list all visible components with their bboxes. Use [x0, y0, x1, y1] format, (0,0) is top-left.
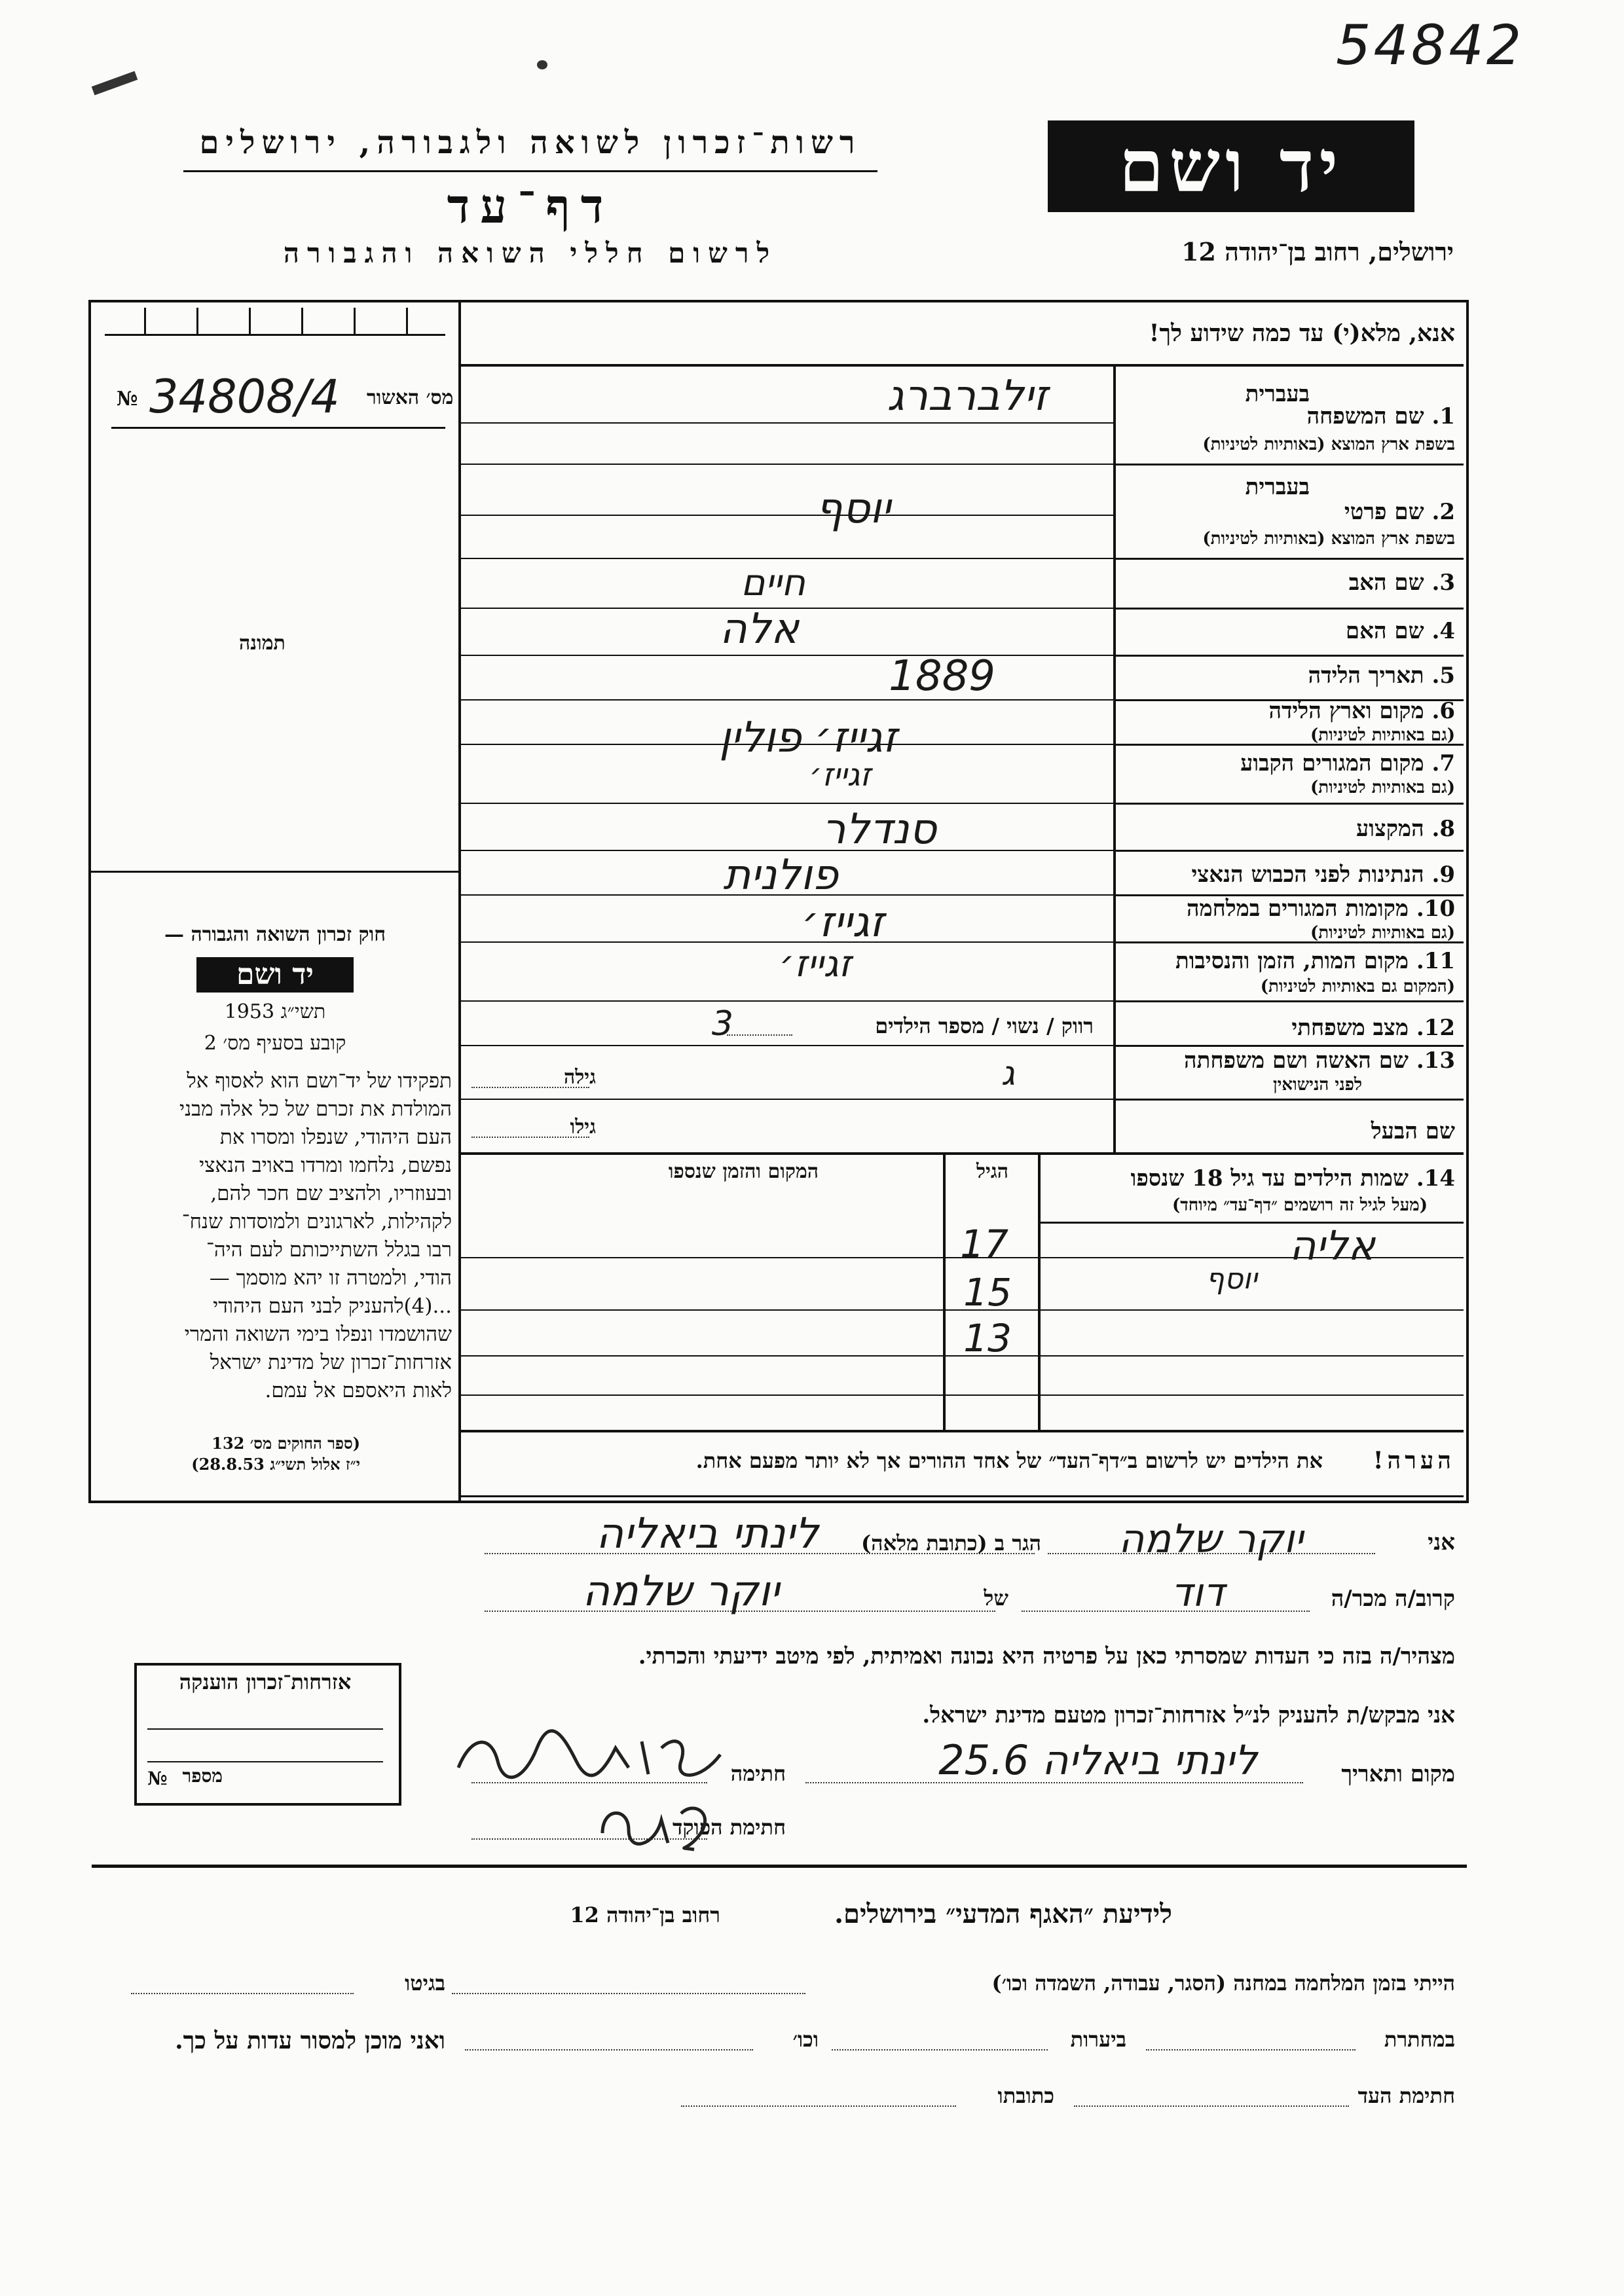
left-column-divider — [458, 302, 461, 1501]
scientific-line1-b: בגיטו — [405, 1971, 445, 1995]
citizenship-title: אזרחות־זכרון הוענקה — [179, 1669, 352, 1694]
witness-signature — [452, 1722, 727, 1794]
row-divider — [1116, 803, 1464, 805]
law-text-line: רבו בגלל השתייכותם לעם היה־ — [206, 1238, 452, 1262]
law-text — [98, 1067, 452, 1405]
value-line — [461, 515, 1113, 516]
children-row-line — [461, 1394, 1464, 1396]
label-column-divider — [1113, 367, 1116, 1152]
decl-relative-line — [1022, 1611, 1310, 1612]
citizenship-line-1 — [147, 1728, 383, 1730]
field-4-label: 4. שם האם — [1345, 618, 1455, 644]
child-age: 13 — [963, 1316, 1012, 1360]
decl-relative-label: קרוב/ה מכר/ה — [1331, 1586, 1455, 1612]
scientific-line3-a: חתימת העד — [1357, 2083, 1455, 2108]
scientific-address: רחוב בן־יהודה 12 — [570, 1903, 720, 1927]
form-subtitle: לרשום חללי השואה והגבורה — [283, 237, 778, 269]
field-5-value: 1889 — [889, 652, 995, 701]
field-3-value: חיים — [741, 562, 805, 604]
children-col-divider-a — [1038, 1155, 1041, 1430]
decl-of-value: יוקר שלמה — [582, 1567, 779, 1616]
authority-name: רשות־זכרון לשואה ולגבורה, ירושלים — [199, 124, 862, 161]
value-line — [461, 655, 1113, 656]
value-line — [461, 558, 1113, 559]
scan-mark — [92, 71, 138, 95]
value-line — [461, 422, 1113, 424]
field-10-label: 10. מקומות המגורים במלחמה — [1186, 896, 1455, 922]
registration-ticks — [105, 308, 445, 373]
husband-label: שם הבעל — [1371, 1118, 1455, 1144]
citizenship-number-label: מספר — [182, 1765, 223, 1787]
row-divider — [1116, 1045, 1464, 1047]
children-row-line — [461, 1355, 1464, 1357]
yad-vashem-logo: יד ושם — [1048, 120, 1414, 212]
children-bottom-line — [461, 1430, 1464, 1432]
field-13-age-label: גילה — [563, 1066, 596, 1089]
declaration-top-line — [461, 1495, 1464, 1497]
citizenship-number-symbol: № — [147, 1768, 168, 1789]
law-text-line: הודי, ולמטרה זו יהא מוסמך — — [209, 1266, 452, 1290]
value-line — [461, 1045, 1113, 1046]
registration-symbol: № — [117, 388, 138, 410]
field-2-label: 2. שם פרטי — [1344, 499, 1455, 525]
field-11-label: 11. מקום המות, הזמן והנסיבות — [1175, 948, 1455, 974]
field-6-label: 6. מקום וארץ הלידה — [1268, 698, 1455, 724]
row-divider — [1116, 655, 1464, 657]
field-1-label: 1. שם המשפחה — [1306, 403, 1455, 429]
child-age: 15 — [963, 1270, 1012, 1315]
field-1-value: זילברברג — [887, 372, 1048, 420]
officer-signature — [589, 1794, 720, 1853]
children-row-line — [461, 1309, 1464, 1311]
field-6-note: (גם באותיות לטיניות) — [1310, 725, 1455, 745]
husband-age-dots — [471, 1137, 589, 1138]
decl-officer-label: חתימת הפוקד — [673, 1815, 786, 1840]
scientific-line1-a: הייתי בזמן המלחמה במחנה (הסגר, עבודה, השמדה וכו׳) — [991, 1971, 1455, 1995]
value-line — [461, 1152, 1464, 1155]
decl-i-value: יוקר שלמה — [1118, 1516, 1303, 1562]
children-col-place: המקום והזמן שנספו — [668, 1160, 819, 1183]
scientific-line2-d: ואני מוכן למסור עדות על כך. — [175, 2027, 445, 2054]
instruction: אנא, מלא(י) עד כמה שידוע לך! — [1149, 319, 1455, 347]
scientific-line3-dots-a — [1074, 2105, 1349, 2107]
row-divider — [1116, 850, 1464, 852]
law-text-line: שהושמדו ונפלו בימי השואה והמרי — [184, 1322, 452, 1346]
value-line — [461, 464, 1113, 465]
field-13-age-dots — [471, 1087, 589, 1088]
scientific-line2-dots-c — [465, 2049, 753, 2050]
form-title: דף־עד — [447, 178, 614, 234]
value-line — [461, 699, 1113, 701]
child-name: אליה — [1289, 1222, 1375, 1269]
field-10-value: זגייז׳ — [802, 898, 884, 947]
law-clause: קובע בסעיף מס׳ 2 — [204, 1032, 346, 1055]
decl-place-date-label: מקום ותאריך — [1341, 1761, 1455, 1787]
law-year: תשי״ג 1953 — [224, 1000, 326, 1023]
field-12-children-count: 3 — [711, 1004, 733, 1044]
photo-label: תמונה — [239, 632, 286, 655]
field-7-note: (גם באותיות לטיניות) — [1310, 778, 1455, 797]
scientific-line2-c: וכו׳ — [792, 2027, 819, 2052]
field-1-foreign: בשפת ארץ המוצא (באותיות לטיניות) — [1202, 435, 1455, 454]
law-text-line: ...(4)להעניק לבני העם היהודי — [213, 1294, 452, 1318]
archive-number: 54842 — [1336, 13, 1524, 77]
field-12-count-dots — [727, 1034, 792, 1036]
row-divider — [1116, 558, 1464, 560]
scientific-line1-dots — [452, 1993, 805, 1994]
law-text-line: תפקידו של יד־ושם הוא לאסוף אל — [187, 1069, 452, 1093]
field-12-label: 12. מצב משפחתי — [1291, 1015, 1455, 1041]
decl-resides-label: הגר ב (כתובת מלאה) — [861, 1531, 1041, 1556]
row-divider — [1116, 608, 1464, 610]
scientific-line1-dots-b — [131, 1993, 354, 1994]
law-ref-2: י״ז אלול תשי״ג 28.8.53) — [191, 1455, 360, 1474]
law-text-line: לאות היאספם אל עמם. — [265, 1379, 452, 1402]
decl-place-date-value: לינתי ביאליה 25.6 — [938, 1736, 1257, 1784]
law-title: חוק זכרון השואה והגבורה — — [164, 923, 386, 946]
law-ref-1: (ספר החוקים מס׳ 132 — [212, 1434, 360, 1453]
scientific-line2-dots-a — [1146, 2049, 1356, 2050]
field-2-hebrew-tag: בעברית — [1245, 474, 1310, 500]
law-text-line: ובעוזריו, ולהציב שם חכר להם, — [210, 1182, 452, 1205]
husband-age-label: גילו — [570, 1116, 596, 1139]
field-12-value: רווק / נשוי / מספר הילדים — [875, 1013, 1094, 1038]
registration-number: 34808/4 — [149, 370, 340, 424]
field-8-value: סנדלר — [822, 805, 936, 854]
law-text-line: העם היהודי, שנפלו ומסרו את — [219, 1125, 452, 1149]
law-box-top — [91, 871, 459, 873]
children-note: (מעל לגיל זה רושמים ״דף־עד״ מיוחד) — [1172, 1195, 1428, 1215]
remark-text: את הילדים יש לרשום ב״דף־העד״ של אחד ההורים אך לא יותר מפעם אחת. — [695, 1448, 1323, 1473]
law-logo: יד ושם — [196, 957, 354, 993]
children-label: 14. שמות הילדים עד גיל 18 שנספו — [1130, 1165, 1455, 1192]
decl-signature-label: חתימה — [730, 1761, 786, 1786]
field-13-note: לפני הנישואין — [1272, 1075, 1362, 1095]
field-7-label: 7. מקום המגורים הקבוע — [1240, 750, 1455, 776]
field-2-foreign: בשפת ארץ המוצא (באותיות לטיניות) — [1202, 529, 1455, 549]
law-text-line: המולדת את זכרם של כל אלה מבני — [179, 1097, 452, 1121]
value-line — [461, 1099, 1113, 1100]
row-divider — [1116, 464, 1464, 465]
scientific-line2-a: במחתרת — [1384, 2027, 1455, 2052]
remark-label: הערה! — [1373, 1447, 1455, 1474]
registration-underline — [111, 427, 445, 429]
field-3-label: 3. שם האב — [1348, 570, 1455, 596]
field-6-value: זגייז׳ פולין — [719, 714, 897, 762]
scan-dot — [537, 60, 547, 69]
value-line — [461, 1000, 1113, 1002]
field-10-note: (גם באותיות לטיניות) — [1310, 923, 1455, 943]
field-8-label: 8. המקצוע — [1356, 816, 1455, 842]
field-2-value: יוסף — [815, 484, 891, 533]
child-age: 17 — [960, 1222, 1008, 1266]
field-4-value: אלה — [720, 605, 799, 653]
scientific-title: לידיעת ״האגף המדעי״ בירושלים. — [834, 1899, 1172, 1929]
field-13-value: ג — [1001, 1054, 1015, 1093]
decl-of-label: של — [984, 1586, 1008, 1611]
row-divider — [1116, 1000, 1464, 1002]
field-11-value: זגייז׳ — [779, 943, 851, 985]
children-col-divider-b — [943, 1155, 946, 1430]
field-13-label: 13. שם האשה ושם משפחתה — [1184, 1048, 1455, 1074]
law-text-line: נפשם, נלחמו ומרדו באויב הנאצי — [199, 1154, 452, 1177]
field-11-note: (המקום גם באותיות לטיניות) — [1260, 977, 1455, 996]
scientific-line3-dots-b — [681, 2105, 956, 2107]
child-name: יוסף — [1206, 1262, 1257, 1296]
header-address: ירושלים, רחוב בן־יהודה 12 — [1181, 237, 1454, 266]
row-divider — [1116, 1099, 1464, 1101]
children-col-age: הגיל — [976, 1160, 1008, 1183]
decl-request: אני מבקש/ת להעניק לנ״ל אזרחות־זכרון מטעם מדינת ישראל. — [922, 1702, 1455, 1728]
decl-i-label: אני — [1428, 1529, 1455, 1556]
children-header-line — [1041, 1222, 1464, 1224]
citizenship-line-2 — [147, 1761, 383, 1762]
registration-label: מס׳ האשור — [367, 386, 454, 409]
field-5-label: 5. תאריך הלידה — [1308, 663, 1455, 689]
scientific-line2-dots-b — [832, 2049, 1048, 2050]
section-divider — [92, 1865, 1467, 1868]
decl-relative-value: דוד — [1171, 1570, 1225, 1616]
field-7-value: זגייז׳ — [809, 757, 871, 793]
instruction-divider — [461, 364, 1464, 367]
field-1-hebrew-tag: בעברית — [1245, 381, 1310, 407]
law-text-line: לקהילות, לארגונים ולמוסדות שנח־ — [181, 1210, 452, 1233]
decl-statement: מצהיר/ה בזה כי העדות שמסרתי כאן על פרטיה היא נכונה ואמיתית, לפי מיטב ידיעתי והכרתי. — [638, 1643, 1455, 1669]
field-9-value: פולנית — [723, 851, 838, 900]
field-9-label: 9. הנתינות לפני הכבוש הנאצי — [1191, 862, 1455, 888]
value-line — [461, 803, 1113, 804]
scientific-line2-b: ביערות — [1070, 2027, 1126, 2052]
authority-underline — [183, 170, 877, 172]
decl-resides-value: לינתי ביאליה — [596, 1510, 819, 1558]
law-text-line: אזרחות־זכרון של מדינת ישראל — [210, 1351, 452, 1374]
scientific-line3-b: כתובתו — [997, 2083, 1054, 2108]
